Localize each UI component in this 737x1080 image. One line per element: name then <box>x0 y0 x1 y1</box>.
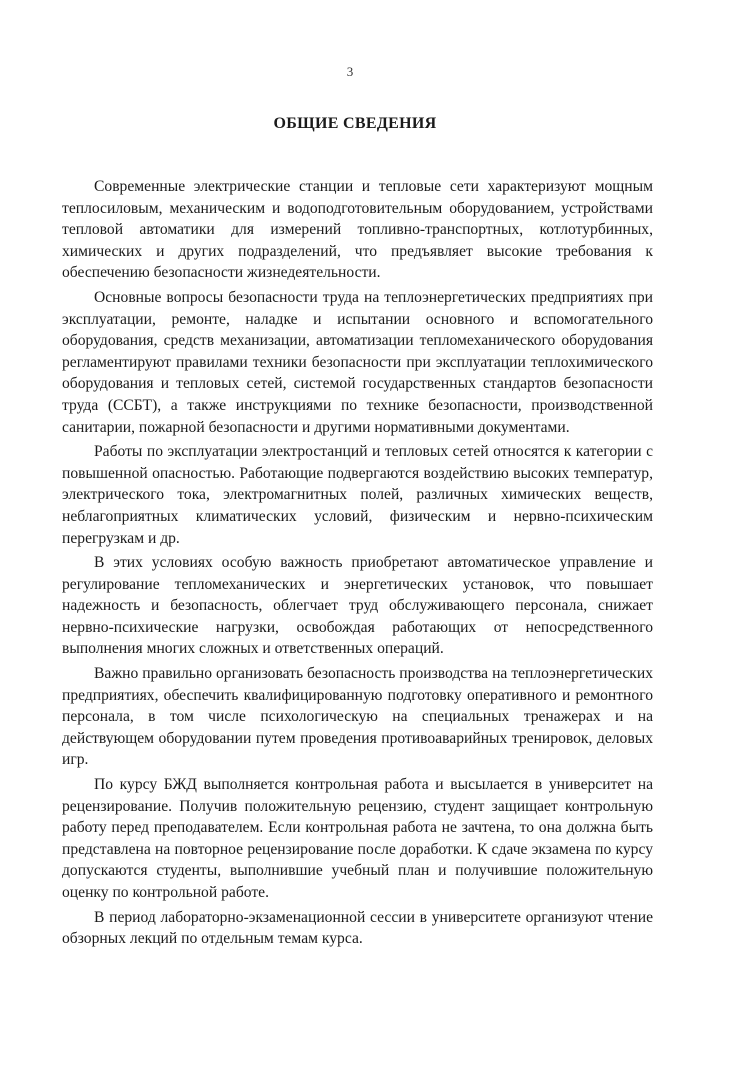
page-number: 3 <box>346 64 354 79</box>
body-text <box>62 176 653 953</box>
paragraph-2: Основные вопросы безопасности труда на теплоэнергетических предприятиях при эксплуатации, ремонте, наладке и испытании основного и вспомогательного оборудования, средств механизации, автоматизации тепломеханического оборудования регламентируют правилами техники безопасности при эксплуатации теплохимического оборудования и тепловых сетей, системой государственных стандартов безопасности труда (ССБТ), а также инструкциями по технике безопасности, производственной санитарии, пожарной безопасности и другими нормативными документами. <box>62 288 653 436</box>
paragraph-7: В период лабораторно-экзаменационной сессии в университете организуют чтение обзорных лекций по отдельным темам курса. <box>62 908 653 948</box>
section-title: ОБЩИЕ СВЕДЕНИЯ <box>273 115 437 132</box>
paragraph-4: В этих условиях особую важность приобретают автоматическое управление и регулирование тепломеханических и энергетических установок, что повышает надежность и безопасность, облегчает труд обслуживающего персонала, снижает нервно-психические нагрузки, освобождая работающих от непосредственного выполнения многих сложных и ответственных операций. <box>62 554 653 658</box>
paragraph-3: Работы по эксплуатации электростанций и тепловых сетей относятся к категории с повышенной опасностью. Работающие подвергаются воздействию высоких температур, электрического тока, электромагнитных полей, различных химических веществ, неблагоприятных климатических условий, физическим и нервно-психическим перегрузкам и др. <box>62 443 653 547</box>
paragraph-1: Современные электрические станции и тепловые сети характеризуют мощным теплосиловым, механическим и водоподготовительным оборудованием, устройствами тепловой автоматики для измерений топливно-транспортных, котлотурбинных, химических и других подразделений, что предъявляет высокие требования к обеспечению безопасности жизнедеятельности. <box>62 178 653 282</box>
paragraph-6: По курсу БЖД выполняется контрольная работа и высылается в университет на рецензирование. Получив положительную рецензию, студент защищает контрольную работу перед преподавателем. Если контрольная работа не зачтена, то она должна быть представлена на повторное рецензирование после доработки. К сдаче экзамена по курсу допускаются студенты, выполнившие учебный план и получившие положительную оценку по контрольной работе. <box>62 776 653 901</box>
paragraph-5: Важно правильно организовать безопасность производства на теплоэнергетических предприятиях, обеспечить квалифицированную подготовку оперативного и ремонтного персонала, в том числе психологическую на специальных тренажерах и на действующем оборудовании путем проведения противоаварийных тренировок, деловых игр. <box>62 665 653 769</box>
